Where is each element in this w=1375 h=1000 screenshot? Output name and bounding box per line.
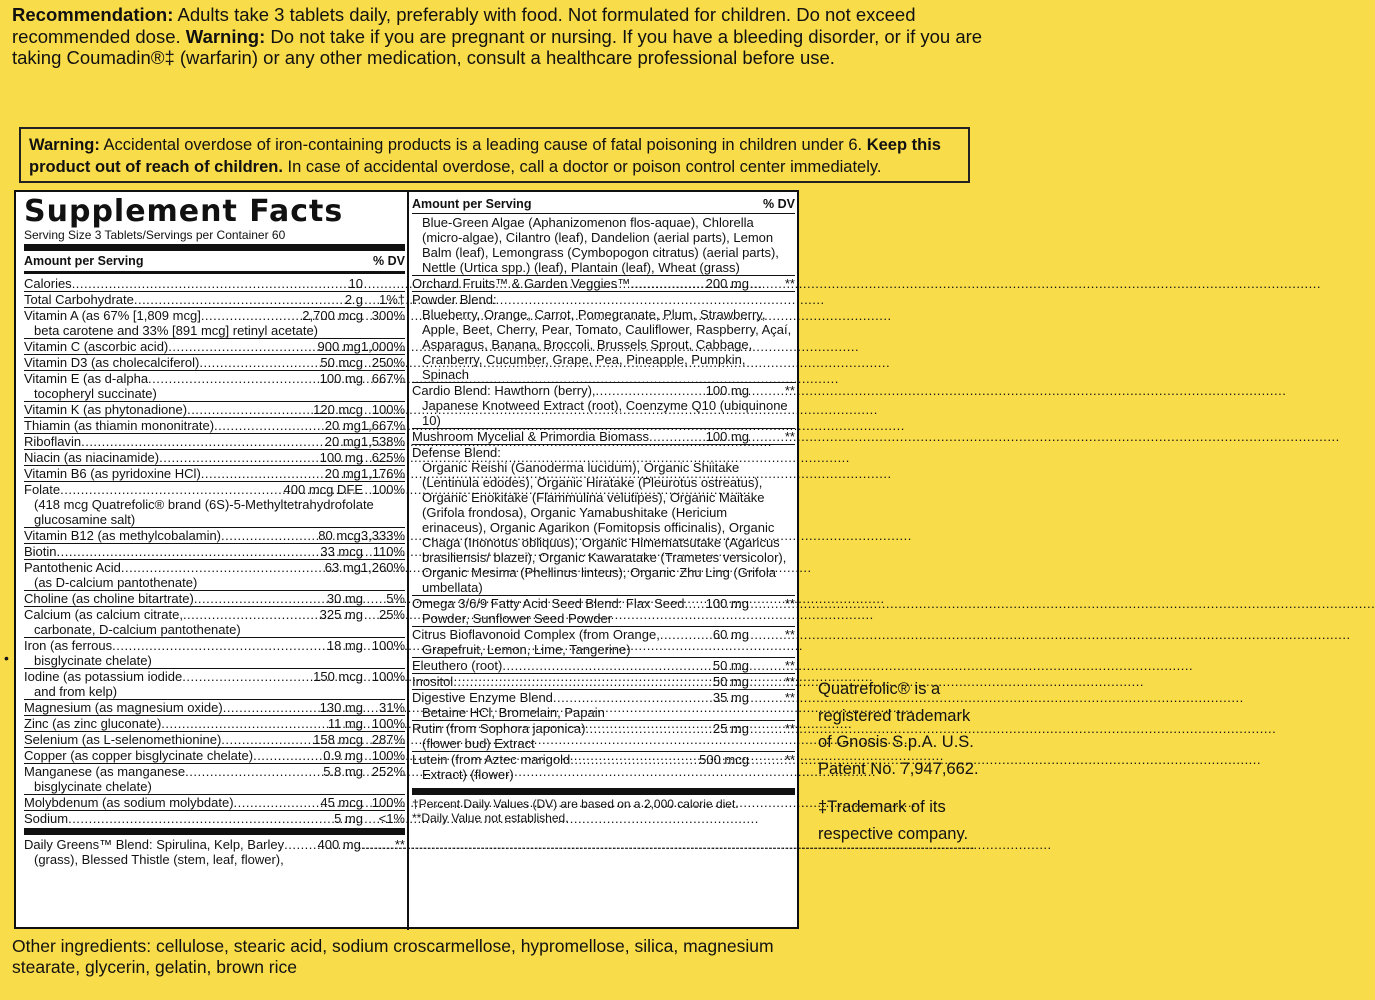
greens-continued: Blue-Green Algae (Aphanizomenon flos-aquae), Chlorella (micro-algae), Cilantro (leaf), Dandelion (aerial parts), Lemon Balm (leaf), Lemongrass (Cymbopogon citratus) (aerial parts), Nettle (Urtica spp.) (leaf), Plantain (leaf), Wheat (grass)	[422, 215, 779, 275]
nutrient-amount: 63 mg	[324, 560, 361, 575]
nutrient-row	[412, 275, 795, 291]
nutrient-row	[412, 291, 795, 382]
nutrient-row	[24, 699, 405, 715]
nutrient-row	[24, 527, 405, 543]
iron-warning-box	[19, 127, 970, 183]
nutrient-sub: Powder, Sunflower Seed Powder	[422, 611, 613, 626]
nutrient-name: Citrus Bioflavonoid Complex (from Orange,	[412, 627, 660, 642]
footnote-not-established: **Daily Value not established.	[412, 811, 569, 825]
nutrient-amount: 5 mg	[334, 811, 363, 826]
warning-label: Warning:	[185, 25, 266, 47]
nutrient-dv: 1,000%	[360, 339, 405, 354]
nutrient-row	[24, 401, 405, 417]
nutrient-name: Powder Blend:	[412, 292, 497, 307]
nutrient-name: Selenium (as L-selenomethionine)	[24, 732, 222, 747]
nutrient-sub: (as D-calcium pantothenate)	[34, 575, 198, 590]
right-nutrient-list	[412, 275, 795, 782]
nutrient-row	[24, 370, 405, 401]
nutrient-row	[24, 559, 405, 590]
nutrient-row	[24, 481, 405, 527]
nutrient-name: Vitamin E (as d-alpha	[24, 371, 149, 386]
nutrient-name: Copper (as copper bisglycinate chelate)	[24, 748, 254, 763]
nutrient-name: Inositol	[412, 674, 454, 689]
nutrient-dv: 5%	[386, 591, 405, 606]
iron-warning-text-1: Accidental overdose of iron-containing products is a leading cause of fatal poisoning in children under 6.	[99, 136, 867, 154]
nutrient-dv: 3,333%	[360, 528, 405, 543]
nutrient-name: Cardio Blend: Hawthorn (berry),	[412, 383, 596, 398]
nutrient-dv: **	[784, 752, 795, 767]
nutrient-name: Molybdenum (as sodium molybdate)	[24, 795, 234, 810]
nutrient-dv: 287%	[371, 732, 405, 747]
nutrient-row	[24, 276, 405, 291]
nutrient-amount: 20 mg	[324, 418, 361, 433]
nutrient-row	[24, 715, 405, 731]
nutrient-dv: 100%	[371, 482, 405, 497]
nutrient-amount: 325 mg	[319, 607, 363, 622]
nutrient-amount: 50 mcg	[320, 355, 363, 370]
serving-size: Serving Size 3 Tablets/Servings per Container 60	[24, 228, 286, 242]
nutrient-name: Vitamin K (as phytonadione)	[24, 402, 188, 417]
nutrient-amount: 18 mg	[326, 638, 363, 653]
nutrient-name: Vitamin B6 (as pyridoxine HCl)	[24, 466, 201, 481]
nutrient-dv: 100%	[371, 669, 405, 684]
nutrient-name: Iron (as ferrous	[24, 638, 113, 653]
nutrient-dv: 100%	[371, 402, 405, 417]
nutrient-row	[412, 657, 795, 673]
facts-title: Supplement Facts	[24, 194, 344, 229]
header-dv: % DV	[763, 197, 795, 211]
nutrient-name: Calcium (as calcium citrate,	[24, 607, 183, 622]
nutrient-dv: **	[784, 383, 795, 398]
nutrient-amount: 11 mg	[327, 716, 363, 731]
nutrient-name: Magnesium (as magnesium oxide)	[24, 700, 223, 715]
nutrient-row	[412, 382, 795, 428]
nutrient-row	[412, 720, 795, 751]
nutrient-name: Niacin (as niacinamide)	[24, 450, 160, 465]
nutrient-name: Eleuthero (root)	[412, 658, 503, 673]
nutrient-row	[24, 810, 405, 826]
nutrient-dv: 667%	[371, 371, 405, 386]
nutrient-row	[24, 354, 405, 370]
nutrient-amount: 150 mcg	[313, 669, 363, 684]
greens-amount: 400 mg	[317, 837, 361, 852]
nutrient-sub: Japanese Knotweed Extract (root), Coenzyme Q10 (ubiquinone 10)	[422, 398, 788, 428]
nutrient-dv: 300%	[371, 308, 405, 323]
nutrient-row	[24, 637, 405, 668]
iron-warning-bold: Keep this product out of reach of children.	[29, 136, 941, 176]
nutrient-dv: **	[784, 721, 795, 736]
nutrient-amount: 900 mg	[317, 339, 361, 354]
quatrefolic-note: Quatrefolic® is a registered trademark of Gnosis S.p.A. U.S. Patent No. 7,947,662.	[818, 680, 979, 778]
nutrient-dv: 1%†	[378, 292, 405, 307]
nutrient-name: Zinc (as zinc gluconate)	[24, 716, 162, 731]
supplement-facts-panel	[14, 190, 799, 929]
greens-row	[24, 837, 405, 867]
nutrient-dv: 100%	[371, 716, 405, 731]
nutrient-amount: 35 mg	[712, 690, 749, 705]
side-notes	[818, 676, 988, 847]
nutrient-amount: 158 mcg	[313, 732, 363, 747]
nutrient-dv: **	[784, 429, 795, 444]
nutrient-row	[24, 465, 405, 481]
nutrient-dv: **	[784, 276, 795, 291]
nutrient-name: Rutin (from Sophora japonica)	[412, 721, 586, 736]
rule-medium	[24, 271, 405, 274]
nutrient-row	[412, 689, 795, 720]
rule-thick	[24, 828, 405, 835]
nutrient-amount: 100 mg	[319, 450, 363, 465]
nutrient-name: Iodine (as potassium iodide	[24, 669, 183, 684]
nutrient-dv: 110%	[372, 544, 405, 559]
nutrient-name: Vitamin A (as 67% [1,809 mcg]	[24, 308, 201, 323]
recommendation-text: Adults take 3 tablets daily, preferably with food. Not formulated for children. Do not exceed recommended dose.	[12, 4, 916, 47]
nutrient-name: Defense Blend:	[412, 445, 501, 460]
nutrient-dv: 252%	[371, 764, 405, 779]
nutrient-amount: 50 mg	[712, 658, 749, 673]
nutrient-amount: 100 mg	[705, 596, 749, 611]
nutrient-row	[24, 417, 405, 433]
nutrient-row	[412, 428, 795, 444]
nutrient-amount: 200 mg	[705, 276, 749, 291]
other-ingredients: Other ingredients: cellulose, stearic acid, sodium croscarmellose, hypromellose, silica, magnesium stearate, glycerin, gelatin, brown rice	[12, 936, 774, 977]
nutrient-name: Calories	[24, 276, 72, 291]
nutrient-amount: 5.8 mg	[323, 764, 363, 779]
nutrient-row	[24, 543, 405, 559]
nutrient-row	[24, 731, 405, 747]
nutrient-row	[24, 449, 405, 465]
nutrient-row	[24, 433, 405, 449]
nutrient-name: Riboflavin	[24, 434, 82, 449]
nutrient-row	[412, 595, 795, 626]
nutrient-row	[24, 307, 405, 338]
nutrient-amount: 120 mcg	[313, 402, 363, 417]
nutrient-amount: 25 mg	[712, 721, 749, 736]
nutrient-name: Biotin	[24, 544, 57, 559]
greens-name: Daily Greens™ Blend: Spirulina, Kelp, Barley	[24, 837, 285, 852]
recommendation-label: Recommendation:	[12, 4, 174, 25]
nutrient-amount: 20 mg	[324, 434, 361, 449]
iron-warning-label: Warning:	[29, 136, 100, 154]
header-amount: Amount per Serving	[24, 254, 144, 268]
nutrient-sub: carbonate, D-calcium pantothenate)	[34, 622, 241, 637]
nutrient-amount: 33 mcg	[320, 544, 363, 559]
nutrient-name: Manganese (as manganese	[24, 764, 186, 779]
recommendation-block	[12, 4, 990, 69]
nutrient-row	[412, 751, 795, 782]
nutrient-amount: 60 mg	[712, 627, 749, 642]
nutrient-sub: tocopheryl succinate)	[34, 386, 157, 401]
nutrient-dv: 25%	[378, 607, 405, 622]
greens-sub: (grass), Blessed Thistle (stem, leaf, flower),	[34, 852, 284, 867]
nutrient-amount: 100 mg	[705, 429, 749, 444]
nutrient-row	[24, 291, 405, 307]
nutrient-row	[24, 747, 405, 763]
footnote-dv: †Percent Daily Values (DV) are based on a 2,000 calorie diet.	[412, 797, 739, 811]
nutrient-dv: **	[784, 674, 795, 689]
nutrient-dv: <1%	[378, 811, 405, 826]
nutrient-amount: 2 g	[344, 292, 363, 307]
nutrient-amount: 400 mcg DFE	[283, 482, 363, 497]
warning-text: Do not take if you are pregnant or nursing. If you have a bleeding disorder, or if you are taking Coumadin®‡ (warfarin) or any other medication, consult a healthcare professional before use.	[12, 25, 983, 68]
nutrient-dv: 1,176%	[360, 466, 405, 481]
nutrient-amount: 130 mg	[319, 700, 363, 715]
nutrient-sub: Betaine HCl, Bromelain, Papain	[422, 705, 605, 720]
rule-thin	[412, 213, 795, 214]
nutrient-sub: (flower bud) Extract	[422, 736, 535, 751]
nutrient-row	[24, 794, 405, 810]
nutrient-name: Folate	[24, 482, 61, 497]
right-header	[412, 196, 795, 212]
nutrient-dv: 100%	[371, 638, 405, 653]
nutrient-name: Thiamin (as thiamin mononitrate)	[24, 418, 215, 433]
nutrient-row	[24, 606, 405, 637]
rule-thick	[24, 244, 405, 251]
iron-warning-text-2: In case of accidental overdose, call a doctor or poison control center immediately.	[282, 158, 882, 176]
nutrient-dv: 31%	[378, 700, 405, 715]
nutrient-dv: **	[784, 690, 795, 705]
nutrient-amount: 50 mg	[712, 674, 749, 689]
nutrient-dv: 250%	[371, 355, 405, 370]
nutrient-dv: 1,260%	[360, 560, 405, 575]
nutrient-amount: 0.9 mg	[323, 748, 363, 763]
nutrient-sub: (418 mcg Quatrefolic® brand (6S)-5-Methyltetrahydrofolate glucosamine salt)	[34, 497, 374, 527]
nutrient-dv: 625%	[371, 450, 405, 465]
nutrient-sub: beta carotene and 33% [891 mcg] retinyl acetate)	[34, 323, 319, 338]
header-dv: % DV	[373, 254, 405, 268]
nutrient-dv: **	[784, 627, 795, 642]
nutrient-sub: bisglycinate chelate)	[34, 653, 152, 668]
nutrient-name: Vitamin B12 (as methylcobalamin)	[24, 528, 222, 543]
nutrient-sub: Blueberry, Orange, Carrot, Pomegranate, Plum, Strawberry, Apple, Beet, Cherry, Pear, Tomato, Cauliflower, Raspberry, Açaí, Asparagus, Banana, Broccoli, Brussels Sprout, Cabbage, Cranberry, Cucumber, Grape, Pea, Pineapple, Pumpkin, Spinach	[422, 307, 792, 382]
nutrient-amount: 500 mcg	[699, 752, 749, 767]
nutrient-row	[412, 626, 795, 657]
nutrient-row	[24, 763, 405, 794]
bullet-dot: •	[4, 650, 9, 666]
header-amount: Amount per Serving	[412, 197, 532, 211]
nutrient-name: Orchard Fruits™ & Garden Veggies™	[412, 276, 631, 291]
facts-left-column	[24, 196, 405, 867]
nutrient-name: Vitamin C (ascorbic acid)	[24, 339, 169, 354]
nutrient-dv: 100%	[371, 795, 405, 810]
nutrient-sub: Extract) (flower)	[422, 767, 514, 782]
nutrient-sub: Grapefruit, Lemon, Lime, Tangerine)	[422, 642, 631, 657]
nutrient-amount: 100 mg	[319, 371, 363, 386]
nutrient-name: Digestive Enzyme Blend	[412, 690, 553, 705]
trademark-note: ‡Trademark of its respective company.	[818, 798, 969, 843]
nutrient-sub: and from kelp)	[34, 684, 118, 699]
nutrient-dv: **	[784, 658, 795, 673]
nutrient-dv: **	[784, 596, 795, 611]
nutrient-name: Omega 3/6/9 Fatty Acid Seed Blend: Flax Seed	[412, 596, 685, 611]
nutrient-dv: 1,538%	[360, 434, 405, 449]
nutrient-row	[24, 668, 405, 699]
nutrient-name: Sodium	[24, 811, 69, 826]
nutrient-amount: 2,700 mcg	[302, 308, 363, 323]
nutrient-row	[412, 673, 795, 689]
nutrient-name: Lutein (from Aztec marigold	[412, 752, 571, 767]
nutrient-name: Pantothenic Acid	[24, 560, 121, 575]
nutrient-amount: 45 mcg	[320, 795, 363, 810]
nutrient-amount: 30 mg	[326, 591, 363, 606]
facts-right-column	[412, 196, 795, 825]
greens-dv: **	[394, 837, 405, 852]
nutrient-row	[24, 338, 405, 354]
left-nutrient-list	[24, 276, 405, 826]
nutrient-dv: 1,667%	[360, 418, 405, 433]
left-header	[24, 253, 405, 269]
nutrient-name: Mushroom Mycelial & Primordia Biomass	[412, 429, 649, 444]
nutrient-name: Choline (as choline bitartrate)	[24, 591, 194, 606]
nutrient-name: Vitamin D3 (as cholecalciferol)	[24, 355, 200, 370]
rule-thick	[412, 788, 795, 795]
nutrient-sub: bisglycinate chelate)	[34, 779, 152, 794]
nutrient-row	[412, 444, 795, 595]
nutrient-row	[24, 590, 405, 606]
nutrient-dv: 100%	[371, 748, 405, 763]
nutrient-name: Total Carbohydrate	[24, 292, 134, 307]
nutrient-amount: 20 mg	[324, 466, 361, 481]
nutrient-amount: 80 mcg	[318, 528, 361, 543]
nutrient-sub: Organic Reishi (Ganoderma lucidum), Organic Shiitake (Lentinula edodes), Organic Hiratake (Pleurotus ostreatus), Organic Enokitake (Flammulina velutipes), Organic Maitake (Grifola frondosa), Organic Yamabushitake (Hericium erinaceus), Organic Agarikon (Fomitopsis officinalis), Organic Chaga (Inonotus obliquus), Organic Himematsutake (Agaricus brasiliensis/ blazei), Organic Kawaratake (Trametes versicolor), Organic Mesima (Phellinus linteus), Organic Zhu Ling (Grifola umbellata)	[422, 460, 787, 595]
nutrient-amount: 10	[348, 276, 363, 291]
nutrient-amount: 100 mg	[705, 383, 749, 398]
